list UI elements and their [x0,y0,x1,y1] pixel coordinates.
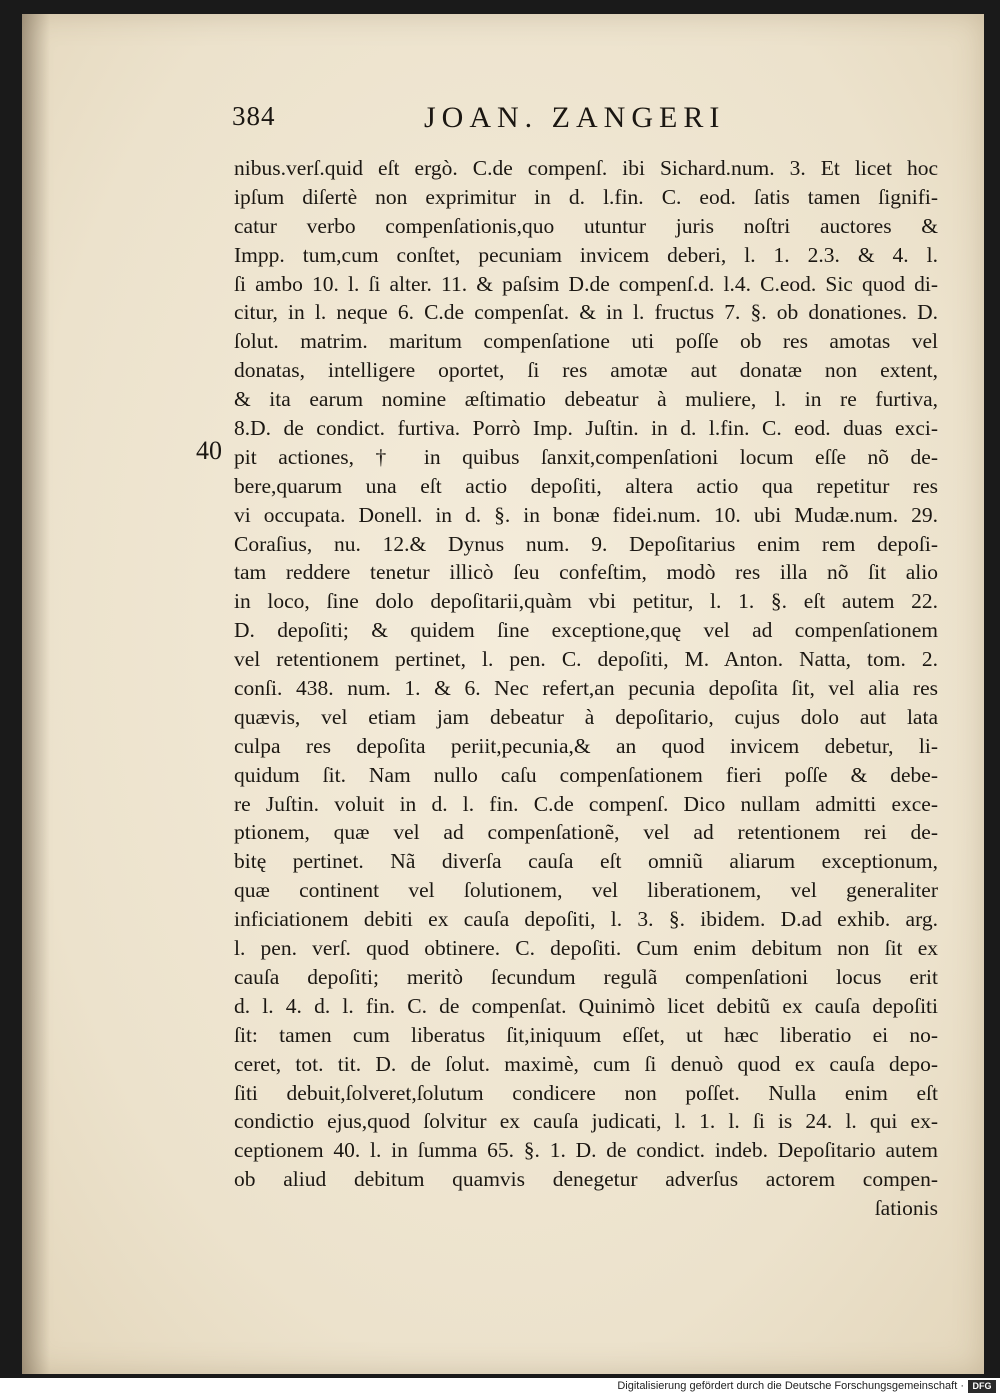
text-line: Impp. tum,cum conſtet, pecuniam invicem deberi, l. 1. 2.3. & 4. l. [234,242,938,267]
text-line: tam reddere tenetur illicò ſeu confeſtim, modò res illa nõ ſit alio [234,560,938,585]
text-line: inficiationem debiti ex cauſa depoſiti, l. 3. §. ibidem. D.ad exhib. arg. [234,907,938,932]
page-number: 384 [232,101,276,131]
dfg-logo: DFG [968,1380,996,1393]
text-line: D. depoſiti; & quidem ſine exceptione,quę vel ad compenſationem [234,618,938,643]
text-line: ſi ambo 10. l. ſi alter. 11. & paſsim D.de compenſ.d. l.4. C.eod. Sic quod di- [234,271,938,296]
text-line: ſationis [874,1196,938,1221]
text-line: ceptionem 40. l. in ſumma 65. §. 1. D. de condict. indeb. Depoſitario autem [234,1138,938,1163]
running-head [232,101,752,141]
text-line: ſolut. matrim. maritum compenſatione uti poſſe ob res amotas vel [234,329,938,354]
text-line: ptionem, quæ vel ad compenſationẽ, vel ad retentionem rei de- [234,820,938,845]
funding-notice: Digitalisierung gefördert durch die Deutsche Forschungsgemeinschaft · [617,1380,964,1392]
text-line: ſiti debuit,ſolveret,ſolutum condicere non poſſet. Nulla enim eſt [234,1080,938,1105]
text-line: quævis, vel etiam jam debeatur à depoſitario, cujus dolo aut lata [234,704,938,729]
text-line: nibus.verſ.quid eſt ergò. C.de compenſ. ibi Sichard.num. 3. Et licet hoc [234,156,938,180]
text-line: vi occupata. Donell. in d. §. in bonæ fidei.num. 10. ubi Mudæ.num. 29. [234,502,938,527]
text-line: Coraſius, nu. 12.& Dynus num. 9. Depoſitarius enim rem depoſi- [234,531,938,556]
text-line: condictio ejus,quod ſolvitur ex cauſa judicati, l. 1. l. ſi is 24. l. qui ex- [234,1109,938,1134]
text-line: ſit: tamen cum liberatus ſit,iniquum eſſet, ut hæc liberatio ei no- [234,1022,938,1047]
text-line: & ita earum nomine æſtimatio debeatur à muliere, l. in re furtiva, [234,387,938,412]
text-line: quidum ſit. Nam nullo caſu compenſationem fieri poſſe & debe- [234,762,938,787]
text-line: conſi. 438. num. 1. & 6. Nec refert,an pecunia depoſita ſit, vel alia res [234,676,938,701]
text-line: donatas, intelligere oportet, ſi res amotæ aut donatæ non extent, [234,358,938,383]
text-line: d. l. 4. d. l. fin. C. de compenſat. Quinimò licet debitũ ex cauſa depoſiti [234,993,938,1018]
text-line: citur, in l. neque 6. C.de compenſat. & in l. fructus 7. §. ob donationes. D. [234,300,938,325]
text-line: pit actiones, † in quibus ſanxit,compenſationi locum eſſe nõ de- [234,444,938,469]
text-line: ob aliud debitum quamvis denegetur adverſus actorem compen- [234,1167,938,1192]
margin-line-number: 40 [196,436,222,465]
text-line: catur verbo compenſationis,quo utuntur juris noſtri auctores & [234,213,938,238]
text-line: 8.D. de condict. furtiva. Porrò Imp. Juſtin. in d. l.fin. C. eod. duas exci- [234,416,938,441]
gutter-shadow [22,14,50,1374]
body-text [234,154,938,1223]
text-line: vel retentionem pertinet, l. pen. C. depoſiti, M. Anton. Natta, tom. 2. [234,647,938,672]
text-line: ceret, tot. tit. D. de ſolut. maximè, cum ſi denuò quod ex cauſa depo- [234,1051,938,1076]
text-line: ipſum diſertè non exprimitur in d. l.fin. C. eod. ſatis tamen ſignifi- [234,184,938,209]
text-line: in loco, ſine dolo depoſitarii,quàm vbi petitur, l. 1. §. eſt autem 22. [234,589,938,614]
text-line: culpa res depoſita periit,pecunia,& an quod invicem debetur, li- [234,733,938,758]
text-line: bere,quarum una eſt actio depoſiti, altera actio qua repetitur res [234,473,938,498]
running-title: JOAN. ZANGERI [424,101,726,134]
text-line: l. pen. verſ. quod obtinere. C. depoſiti. Cum enim debitum non ſit ex [234,936,938,961]
text-line: cauſa depoſiti; meritò ſecundum regulã compenſationi locus erit [234,964,938,989]
digitization-footer [0,1378,1000,1396]
text-line: bitę pertinet. Nã diverſa cauſa eſt omniũ aliarum exceptionum, [234,849,938,874]
text-line: re Juſtin. voluit in d. l. fin. C.de compenſ. Dico nullam admitti exce- [234,791,938,816]
text-line: quæ continent vel ſolutionem, vel liberationem, vel generaliter [234,878,938,903]
